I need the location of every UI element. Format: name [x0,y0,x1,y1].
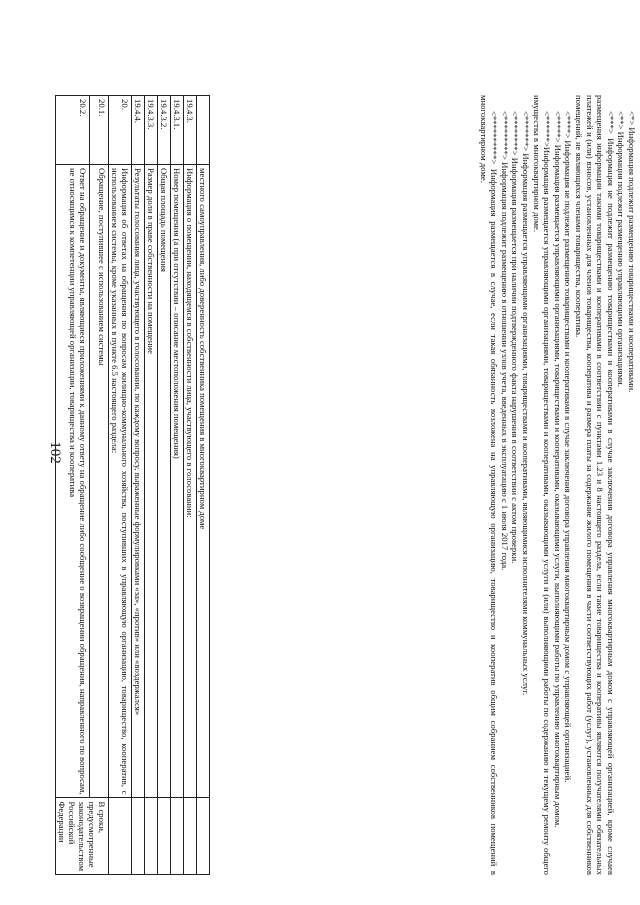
table-row [89,96,108,875]
row-text: Номер помещения (а при отсутствии – описание местоположения помещения) [171,165,184,798]
row-deadline: В сроки, предусмотренные законодательством Российской Федерации [56,798,109,875]
table-row [197,96,210,875]
row-deadline [145,798,158,875]
table-row [145,96,158,875]
row-text: Информация об ответах на обращения по вопросам жилищно-коммунального хозяйства, поступивших в управляющую организацию, товарищество, кооператив, с использованием системы, кроме указанных в пункте 6.5 настоящего раздела: [109,165,132,798]
footnote: <*****> Информация размещается управляющими организациями, товариществами и кооперативами, оказывающими услуги, выполняющими работы по управлению многоквартирным домом. [552,111,563,828]
row-number: 20.2. [56,96,90,165]
table-row [56,96,90,875]
footnote: <********> Информация размещается при наличии подтвержденного факта нарушения в соответствии с актом проверки. [510,111,521,564]
table-row [132,96,145,875]
footnote: <*> Информация подлежит размещению товариществами и кооперативами. [627,111,637,393]
row-number: 19.4.3. [184,96,197,165]
footnote: <**********> Информация размещается в случае, если такая обязанность возложена на управляющую организацию, товарищество и кооператив общим собранием собственников помещений в многоквартирном доме. [478,95,500,875]
table-row [158,96,171,875]
row-text: местного самоуправления, либо доверенность собственника помещения в многоквартирном доме [197,165,210,798]
row-text: Общая площадь помещения [158,165,171,798]
row-number: 20.1. [89,96,108,165]
row-deadline [184,798,197,875]
footnote: <******>Информация размещается управляющими организациями, товариществами и кооперативами, оказывающими услуги и (или) выполняющими работы по содержанию и текущему ремонту общего имущества в многоквартирном доме. [531,95,553,875]
row-text: Обращение, поступившее с использованием системы [89,165,108,798]
footnote: <***> Информация не подлежит размещению товариществами и кооперативами в случае заключения договора управления многоквартирным домом с управляющей организацией, кроме случаев размещения информации такими товариществами и кооперативами в соответствии с пунктами 1.23 и 8 настоящего раздела, если такие товарищества и кооперативы являются получателями обязательных платежей и (или) взносов, установленных для членов товарищества, кооператива и размера платы за содержание жилого помещения в части соответствующих работ (услуг), установленных для собственников помещений, не являющихся членами товарищества, кооператива. [574,95,616,875]
table-row [171,96,184,875]
table-row [109,96,132,875]
row-text: Размер доли в праве собственности на помещение [145,165,158,798]
row-number: 19.4.4. [132,96,145,165]
footnote: <*********> Информация подлежит размещению в отношении узлов учета, введенных в эксплуатацию с 1 июля 2017 года. [499,111,510,571]
row-text: Информация о помещении, находящемся в собственности лица, участвующего в голосовании: [184,165,197,798]
table-row [184,96,197,875]
footnote: <**> Информация подлежит размещению управляющими организациями. [616,111,627,387]
regulation-table [55,95,210,875]
row-deadline [132,798,145,875]
row-deadline [197,798,210,875]
row-number [197,96,210,165]
row-text: Результаты голосования лица, участвующего в голосовании, по каждому вопросу, выраженные формулировками «за», «против» или «воздержался» [132,165,145,798]
row-text: Ответ на обращение и документы, являющиеся приложениями к данному ответу на обращение либо сообщение о возвращении обращения, направленного по вопросам, не относящимся к компетенции управляющей организации, товарищества и кооператива [56,165,90,798]
row-number: 19.4.3.3. [145,96,158,165]
footnote: <****> Информация не подлежит размещению товариществами и кооперативами в случае заключения договора управления многоквартирным домом с управляющей организацией. [563,111,574,783]
row-deadline [158,798,171,875]
row-number: 20. [109,96,132,165]
row-deadline [171,798,184,875]
footnote: <*******> Информация размещается управляющими организациями, товариществами и кооперативами, являющимися исполнителями коммунальных услуг. [521,111,532,695]
row-deadline [109,798,132,875]
row-number: 19.4.3.1. [171,96,184,165]
row-number: 19.4.3.2. [158,96,171,165]
footnotes [478,95,637,875]
page-number: 102 [47,441,63,464]
